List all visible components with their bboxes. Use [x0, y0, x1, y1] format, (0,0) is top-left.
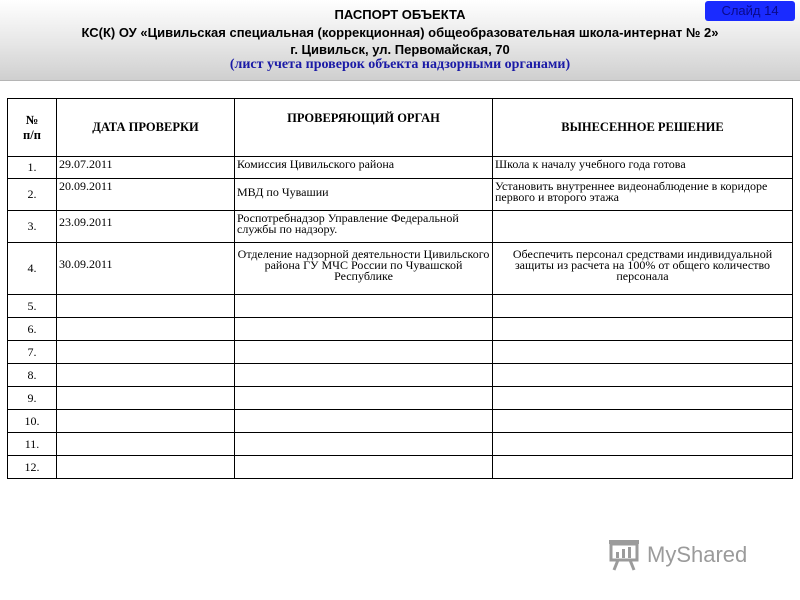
row-number: 1. — [8, 157, 57, 179]
row-date — [57, 211, 235, 243]
row-number: 9. — [8, 387, 57, 410]
row-organ-text: Роспотребнадзор Управление Федеральной службы по надзору. — [237, 211, 459, 236]
myshared-watermark[interactable] — [607, 538, 777, 572]
row-organ — [235, 295, 493, 318]
row-decision-text: Обеспечить персонал средствами индивидуальной защиты из расчета на 100% от общего количество персонала — [512, 247, 773, 283]
row-date — [57, 456, 235, 479]
row-organ-text: Отделение надзорной деятельности Цивильского района ГУ МЧС России по Чувашской Республике — [237, 247, 490, 283]
row-date — [57, 410, 235, 433]
row-date-text: 30.09.2011 — [59, 257, 113, 271]
row-number: 4. — [8, 243, 57, 295]
row-organ — [235, 179, 493, 211]
slide-number-badge[interactable]: Слайд 14 — [705, 1, 795, 21]
row-organ — [235, 364, 493, 387]
row-date — [57, 387, 235, 410]
table-row — [8, 318, 793, 341]
row-organ — [235, 410, 493, 433]
column-header-number — [8, 99, 57, 157]
row-date — [57, 318, 235, 341]
table-row — [8, 341, 793, 364]
row-decision — [493, 387, 793, 410]
row-organ — [235, 157, 493, 179]
row-decision — [493, 179, 793, 211]
row-decision — [493, 295, 793, 318]
table-row — [8, 179, 793, 211]
row-organ — [235, 387, 493, 410]
table-row — [8, 211, 793, 243]
address: г. Цивильск, ул. Первомайская, 70 — [290, 42, 510, 57]
row-decision — [493, 433, 793, 456]
row-date-text: 23.09.2011 — [59, 215, 113, 229]
row-number: 10. — [8, 410, 57, 433]
column-header-decision: ВЫНЕСЕННОЕ РЕШЕНИЕ — [493, 99, 793, 157]
presentation-board-icon — [607, 538, 643, 572]
row-number: 6. — [8, 318, 57, 341]
row-organ-text: МВД по Чувашии — [237, 185, 329, 199]
row-decision-text: Школа к началу учебного года готова — [495, 157, 686, 171]
row-organ-text: Комиссия Цивильского района — [237, 157, 395, 171]
row-organ — [235, 341, 493, 364]
column-header-number-line2: п/п — [23, 127, 41, 142]
row-organ — [235, 243, 493, 295]
page-title: ПАСПОРТ ОБЪЕКТА — [334, 7, 466, 22]
row-number: 11. — [8, 433, 57, 456]
row-decision — [493, 211, 793, 243]
row-date — [57, 157, 235, 179]
row-number: 3. — [8, 211, 57, 243]
row-organ — [235, 456, 493, 479]
row-number: 12. — [8, 456, 57, 479]
row-date-text: 20.09.2011 — [59, 179, 113, 193]
table-row — [8, 410, 793, 433]
row-decision — [493, 243, 793, 295]
slide-header — [0, 0, 800, 81]
row-decision — [493, 341, 793, 364]
table-header-row — [8, 99, 793, 157]
row-date — [57, 243, 235, 295]
row-organ — [235, 433, 493, 456]
watermark-text: MyShared — [647, 542, 748, 567]
row-decision — [493, 456, 793, 479]
row-decision — [493, 410, 793, 433]
sheet-note: (лист учета проверок объекта надзорными органами) — [229, 57, 571, 72]
row-decision — [493, 157, 793, 179]
table-row — [8, 433, 793, 456]
row-number: 5. — [8, 295, 57, 318]
row-organ — [235, 318, 493, 341]
row-date — [57, 364, 235, 387]
column-header-number-line1: № — [25, 112, 39, 127]
table-row — [8, 456, 793, 479]
inspection-table — [7, 98, 793, 479]
table-row — [8, 387, 793, 410]
row-number: 7. — [8, 341, 57, 364]
school-name: КС(К) ОУ «Цивильская специальная (коррекционная) общеобразовательная школа-интернат № 2» — [81, 25, 719, 40]
row-date — [57, 341, 235, 364]
column-header-organ: ПРОВЕРЯЮЩИЙ ОРГАН — [235, 99, 493, 157]
row-date — [57, 433, 235, 456]
row-decision-text: Установить внутреннее видеонаблюдение в коридоре первого и второго этажа — [495, 179, 768, 204]
row-number: 8. — [8, 364, 57, 387]
row-decision — [493, 364, 793, 387]
table-row — [8, 295, 793, 318]
table-row — [8, 364, 793, 387]
row-organ — [235, 211, 493, 243]
column-header-date: ДАТА ПРОВЕРКИ — [57, 99, 235, 157]
row-date-text: 29.07.2011 — [59, 157, 113, 171]
row-decision — [493, 318, 793, 341]
row-date — [57, 295, 235, 318]
row-date — [57, 179, 235, 211]
row-decision-text — [495, 211, 790, 213]
row-number: 2. — [8, 179, 57, 211]
table-row — [8, 243, 793, 295]
table-row — [8, 157, 793, 179]
